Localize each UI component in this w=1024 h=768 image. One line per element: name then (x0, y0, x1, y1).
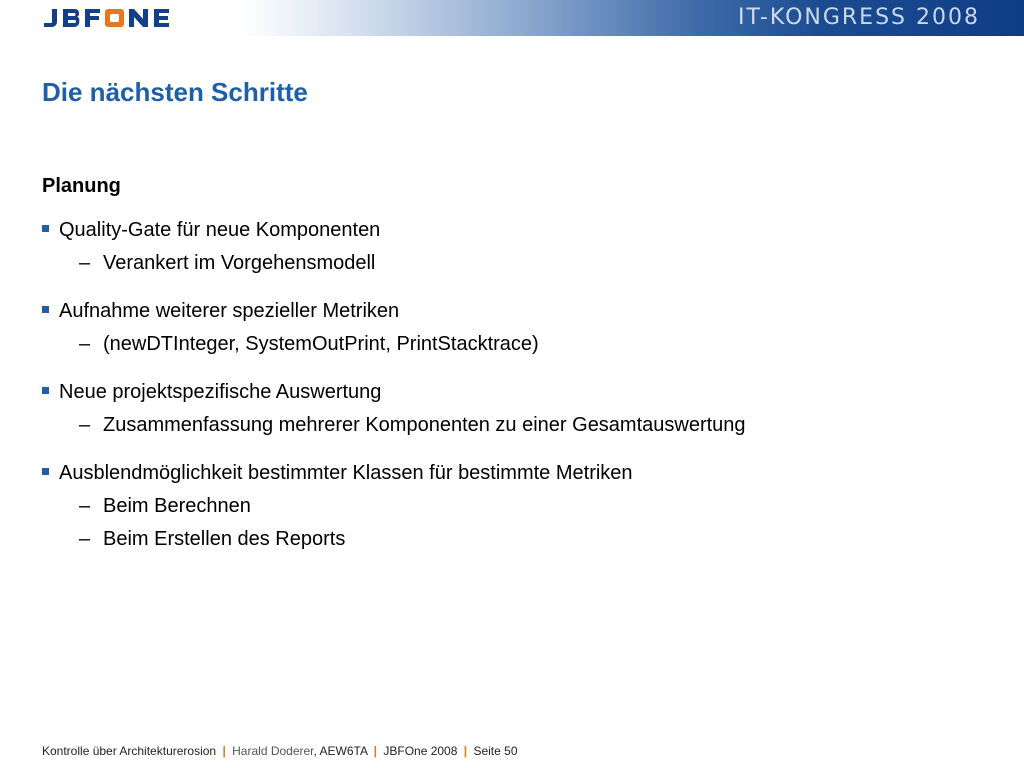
slide-content (42, 175, 992, 571)
bullet-item (42, 214, 992, 247)
sub-bullet-text: Beim Berechnen (103, 495, 251, 517)
sub-bullet-item (42, 328, 992, 361)
footer-speaker: Harald Doderer (232, 744, 314, 758)
footer-separator: | (463, 744, 468, 758)
sub-bullet-text: (newDTInteger, SystemOutPrint, PrintStacktrace) (103, 333, 539, 355)
bullet-text: Aufnahme weiterer spezieller Metriken (59, 300, 400, 322)
slide-title: Die nächsten Schritte (42, 77, 308, 107)
footer-event: JBFOne 2008 (383, 744, 458, 758)
bullet-group (42, 376, 992, 442)
section-heading: Planung (42, 175, 121, 197)
bullet-text: Ausblendmöglichkeit bestimmter Klassen für bestimmte Metriken (59, 462, 633, 484)
bullet-text: Neue projektspezifische Auswertung (59, 381, 382, 403)
dash-bullet-icon: – (79, 333, 91, 355)
bullet-item (42, 376, 992, 409)
footer-separator: | (222, 744, 226, 758)
bullet-group (42, 457, 992, 556)
jbfone-logo-graphic (42, 7, 212, 29)
bullet-item (42, 295, 992, 328)
sub-bullet-text: Verankert im Vorgehensmodell (103, 252, 376, 274)
slide-footer (42, 744, 518, 758)
bullet-text: Quality-Gate für neue Komponenten (59, 219, 381, 241)
event-title: IT-KONGRESS 2008 (738, 5, 980, 30)
dash-bullet-icon: – (79, 252, 91, 274)
footer-topic: Kontrolle über Architekturerosion (42, 744, 217, 758)
bullet-item (42, 457, 992, 490)
footer-page-number: Seite 50 (473, 744, 518, 758)
footer-company: , AEW6TA (313, 744, 368, 758)
footer-separator: | (373, 744, 378, 758)
sub-bullet-item (42, 409, 992, 442)
header-banner (0, 0, 1024, 36)
sub-bullet-item (42, 523, 992, 556)
sub-bullet-text: Beim Erstellen des Reports (103, 528, 346, 550)
bullet-group (42, 295, 992, 361)
square-bullet-icon (42, 387, 49, 394)
sub-bullet-text: Zusammenfassung mehrerer Komponenten zu einer Gesamtauswertung (103, 414, 746, 436)
bullet-group (42, 214, 992, 280)
dash-bullet-icon: – (79, 414, 91, 436)
jbfone-logo (42, 6, 212, 30)
square-bullet-icon (42, 225, 49, 232)
square-bullet-icon (42, 468, 49, 475)
sub-bullet-item (42, 490, 992, 523)
sub-bullet-item (42, 247, 992, 280)
dash-bullet-icon: – (79, 495, 91, 517)
square-bullet-icon (42, 306, 49, 313)
dash-bullet-icon: – (79, 528, 91, 550)
